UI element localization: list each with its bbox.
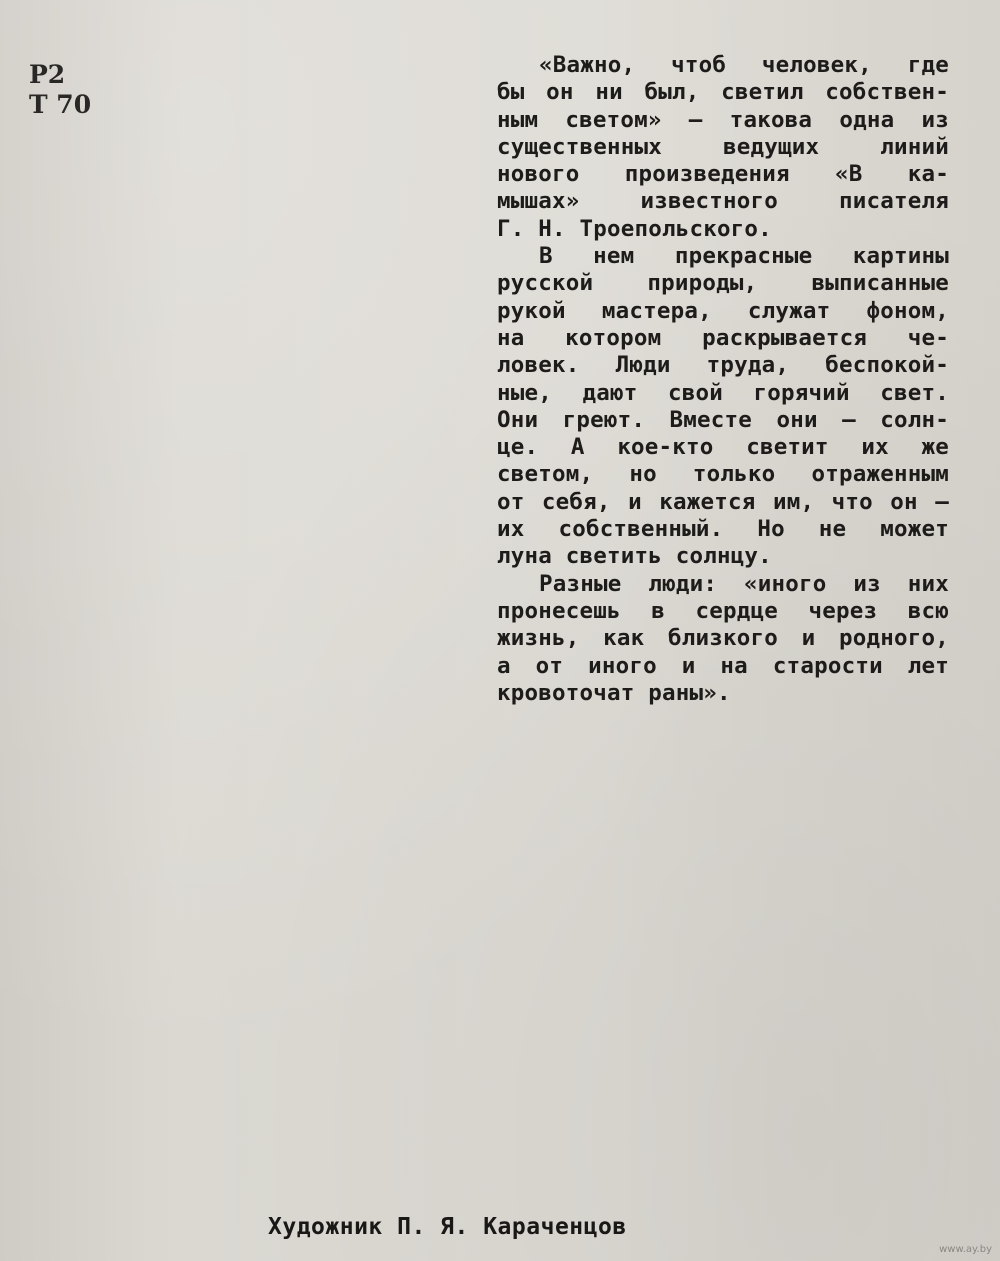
annotation-line: Они греют. Вместе они — солн-: [497, 406, 949, 433]
annotation-line: их собственный. Но не может: [497, 516, 949, 543]
annotation-line: ные, дают свой горячий свет.: [497, 379, 949, 406]
annotation-line: русской природы, выписанные: [497, 270, 949, 297]
annotation-line: от себя, и кажется им, что он —: [497, 488, 949, 515]
annotation-line: мышах» известного писателя: [497, 188, 949, 215]
annotation-line: существенных ведущих линий: [497, 133, 949, 160]
annotation-line: рукой мастера, служат фоном,: [497, 297, 949, 324]
annotation-line: жизнь, как близкого и родного,: [497, 625, 949, 652]
artist-credit: Художник П. Я. Караченцов: [268, 1214, 627, 1240]
site-watermark: www.ay.by: [939, 1244, 992, 1255]
annotation-line: ным светом» — такова одна из: [497, 106, 949, 133]
annotation-line: нового произведения «В ка-: [497, 161, 949, 188]
annotation-line: светом, но только отраженным: [497, 461, 949, 488]
catalog-code-line: Т 70: [29, 90, 92, 119]
annotation-line: «Важно, чтоб человек, где: [539, 52, 949, 78]
annotation-line: бы он ни был, светил собствен-: [497, 79, 949, 106]
annotation-line: Г. Н. Троепольского.: [497, 215, 772, 242]
annotation-line: це. А кое-кто светит их же: [497, 434, 949, 461]
annotation-line: пронесешь в сердце через всю: [497, 597, 949, 624]
annotation-line: В нем прекрасные картины: [539, 243, 949, 270]
book-annotation: [497, 52, 949, 707]
catalog-code-line: Р2: [29, 60, 66, 89]
annotation-line: на котором раскрывается че-: [497, 324, 949, 351]
annotation-line: Разные люди: «иного из них: [539, 570, 949, 597]
catalog-codes: [29, 60, 91, 120]
annotation-line: луна светить солнцу.: [497, 543, 772, 570]
annotation-line: кровоточат раны».: [497, 679, 731, 706]
annotation-line: ловек. Люди труда, беспокой-: [497, 352, 949, 379]
annotation-line: а от иного и на старости лет: [497, 652, 949, 679]
